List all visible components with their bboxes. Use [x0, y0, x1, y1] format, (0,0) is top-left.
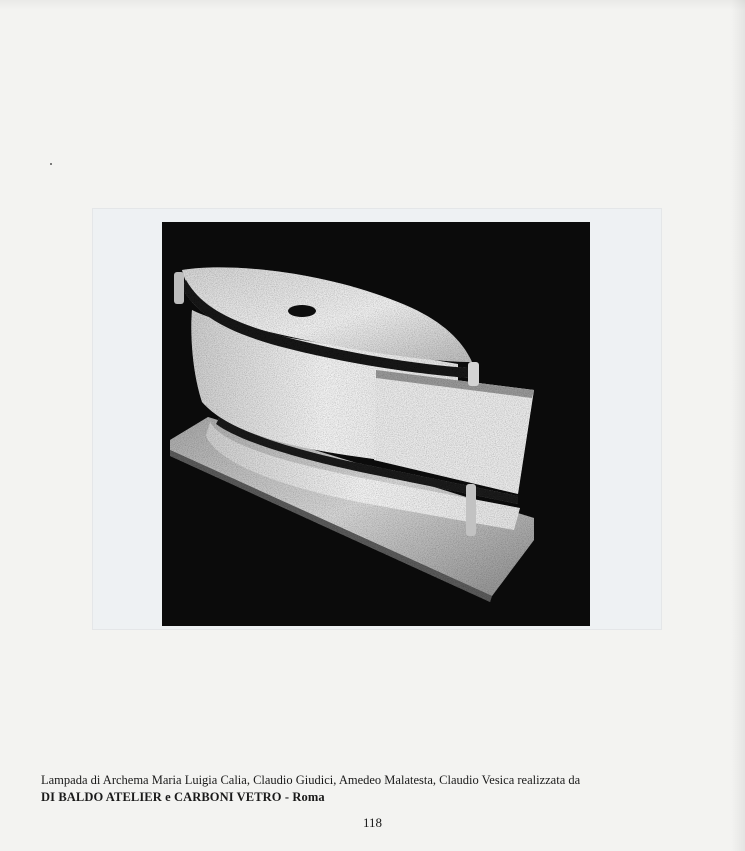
figure-caption [41, 772, 580, 806]
lamp-photograph-svg [162, 222, 590, 626]
paper-speck [50, 163, 52, 165]
lamp-photograph [162, 222, 590, 626]
caption-line-2: DI BALDO ATELIER e CARBONI VETRO - Roma [41, 790, 325, 804]
lamp-top-hole [288, 305, 316, 317]
caption-line-1: Lampada di Archema Maria Luigia Calia, Claudio Giudici, Amedeo Malatesta, Claudio Vesica realizzata da [41, 773, 581, 787]
page-number: 118 [362, 815, 383, 830]
page-edge-shadow-right [731, 0, 745, 851]
page-edge-shadow-top [0, 0, 745, 10]
